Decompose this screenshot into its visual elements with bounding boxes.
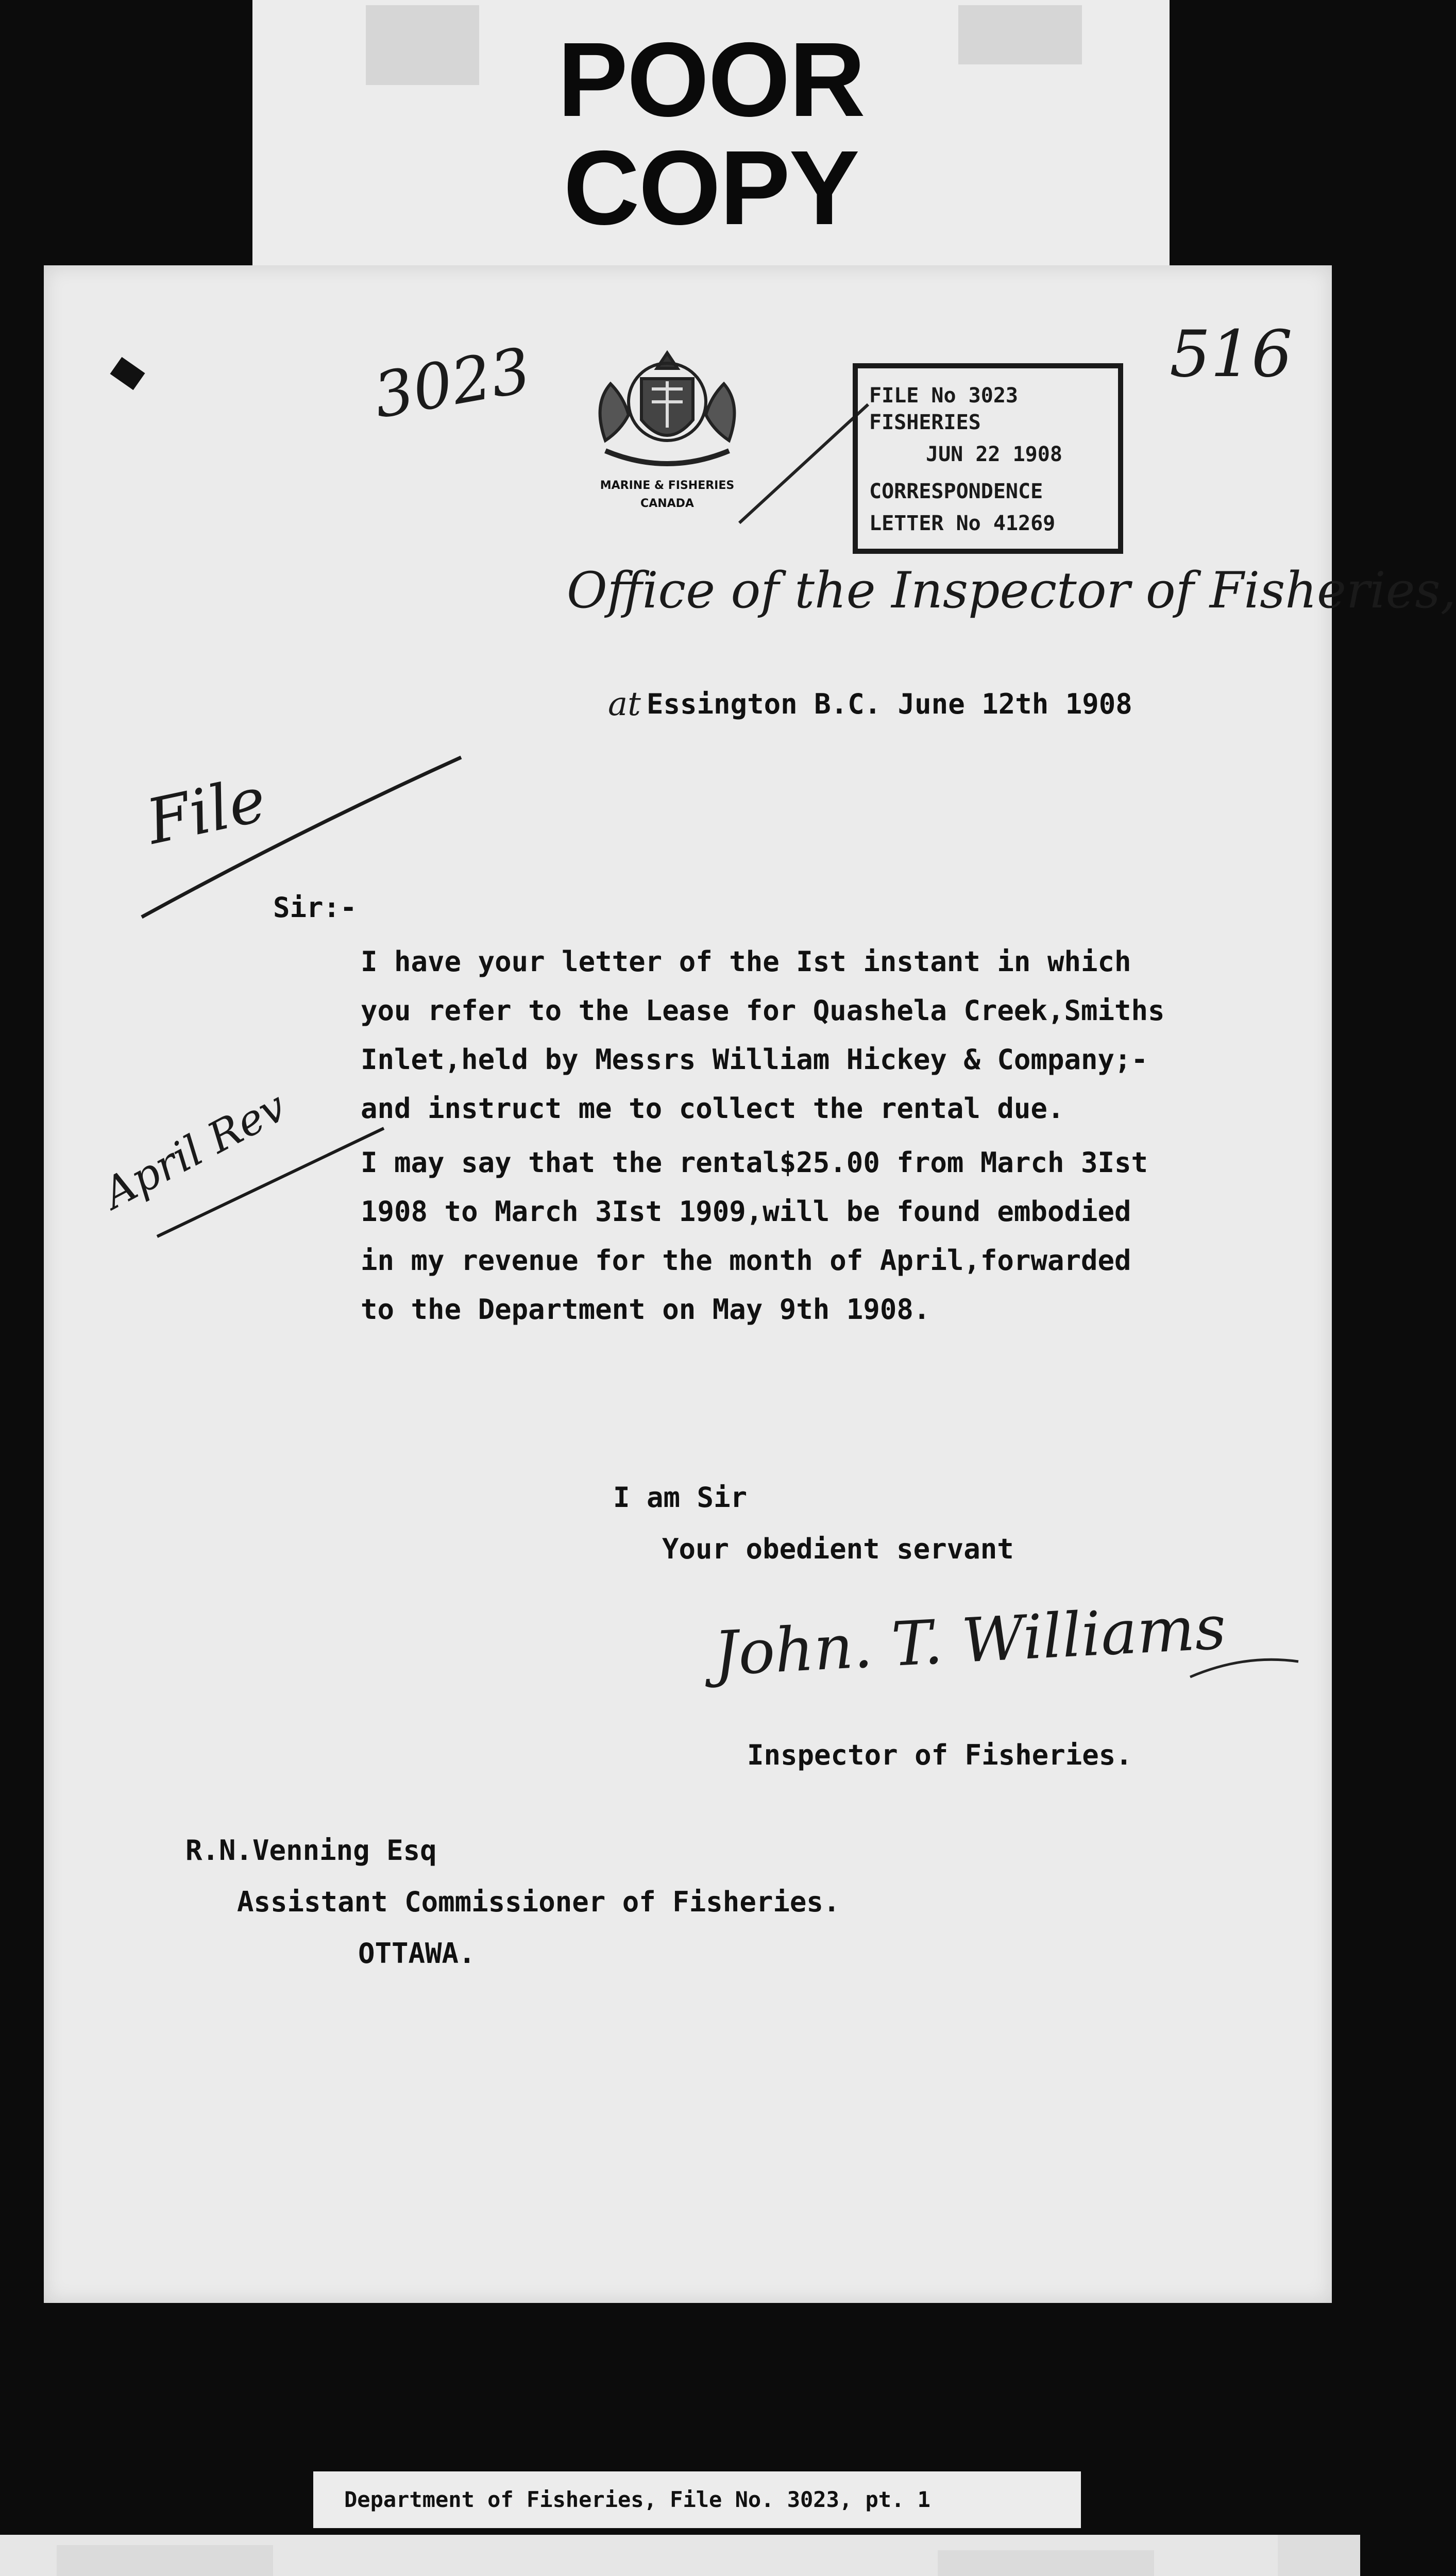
body-line-3: Inlet,held by Messrs William Hickey & Company;- bbox=[361, 1043, 1148, 1076]
stamp-date: JUN 22 1908 bbox=[926, 443, 1062, 466]
punch-mark bbox=[110, 357, 145, 390]
file-label-strip: Department of Fisheries, File No. 3023, pt. 1 bbox=[313, 2471, 1081, 2528]
place-prefix: at bbox=[608, 685, 641, 723]
poor-label: POOR bbox=[557, 21, 865, 139]
april-annotation-stroke bbox=[152, 1123, 389, 1242]
body-line-2: you refer to the Lease for Quashela Creek,Smiths bbox=[361, 994, 1165, 1027]
coat-of-arms-crest bbox=[580, 348, 755, 518]
body-line-1: I have your letter of the Ist instant in which bbox=[361, 945, 1131, 978]
tape-mark bbox=[938, 2550, 1154, 2576]
pencil-file-number: 3023 bbox=[368, 334, 536, 433]
stamp-letter-no: LETTER No 41269 bbox=[869, 512, 1056, 535]
tape-mark bbox=[1278, 2535, 1360, 2576]
office-heading: Office of the Inspector of Fisheries, bbox=[567, 562, 1456, 619]
body-line-4: and instruct me to collect the rental due. bbox=[361, 1092, 1064, 1125]
addressee-name: R.N.Venning Esq bbox=[185, 1834, 437, 1867]
signature: John. T. Williams bbox=[712, 1591, 1228, 1689]
body-line-8: to the Department on May 9th 1908. bbox=[361, 1293, 930, 1326]
stamp-fisheries: FISHERIES bbox=[869, 411, 981, 434]
poor-copy-label bbox=[252, 0, 1170, 268]
closing-line-2: Your obedient servant bbox=[662, 1533, 1014, 1565]
salutation: Sir:- bbox=[273, 891, 357, 924]
tape-mark bbox=[958, 5, 1082, 64]
closing-line-1: I am Sir bbox=[613, 1481, 748, 1514]
signer-title: Inspector of Fisheries. bbox=[747, 1739, 1132, 1771]
public-archives-banner bbox=[0, 2535, 1360, 2576]
april-rev-annotation: April Rev bbox=[95, 1081, 294, 1219]
file-stamp bbox=[853, 363, 1123, 554]
body-line-7: in my revenue for the month of April,forwarded bbox=[361, 1244, 1131, 1277]
file-annotation: File bbox=[141, 764, 272, 859]
copy-label: COPY bbox=[563, 129, 859, 247]
place-date: Essington B.C. June 12th 1908 bbox=[647, 688, 1132, 720]
crest-country: CANADA bbox=[640, 497, 694, 510]
body-line-5: I may say that the rental$25.00 from March 3Ist bbox=[361, 1146, 1148, 1179]
pencil-page-number: 516 bbox=[1170, 317, 1293, 392]
signature-flourish bbox=[1188, 1651, 1301, 1682]
crest-caption: MARINE & FISHERIES bbox=[600, 479, 735, 492]
addressee-title: Assistant Commissioner of Fisheries. bbox=[237, 1886, 840, 1918]
addressee-city: OTTAWA. bbox=[358, 1937, 476, 1970]
letter-sheet bbox=[44, 265, 1456, 2303]
tape-mark bbox=[57, 2545, 273, 2576]
crest-icon bbox=[580, 348, 755, 477]
body-line-6: 1908 to March 3Ist 1909,will be found embodied bbox=[361, 1195, 1131, 1228]
tape-mark bbox=[366, 5, 479, 85]
stamp-file-no: FILE No 3023 bbox=[869, 384, 1018, 408]
stamp-correspondence: CORRESPONDENCE bbox=[869, 480, 1043, 503]
